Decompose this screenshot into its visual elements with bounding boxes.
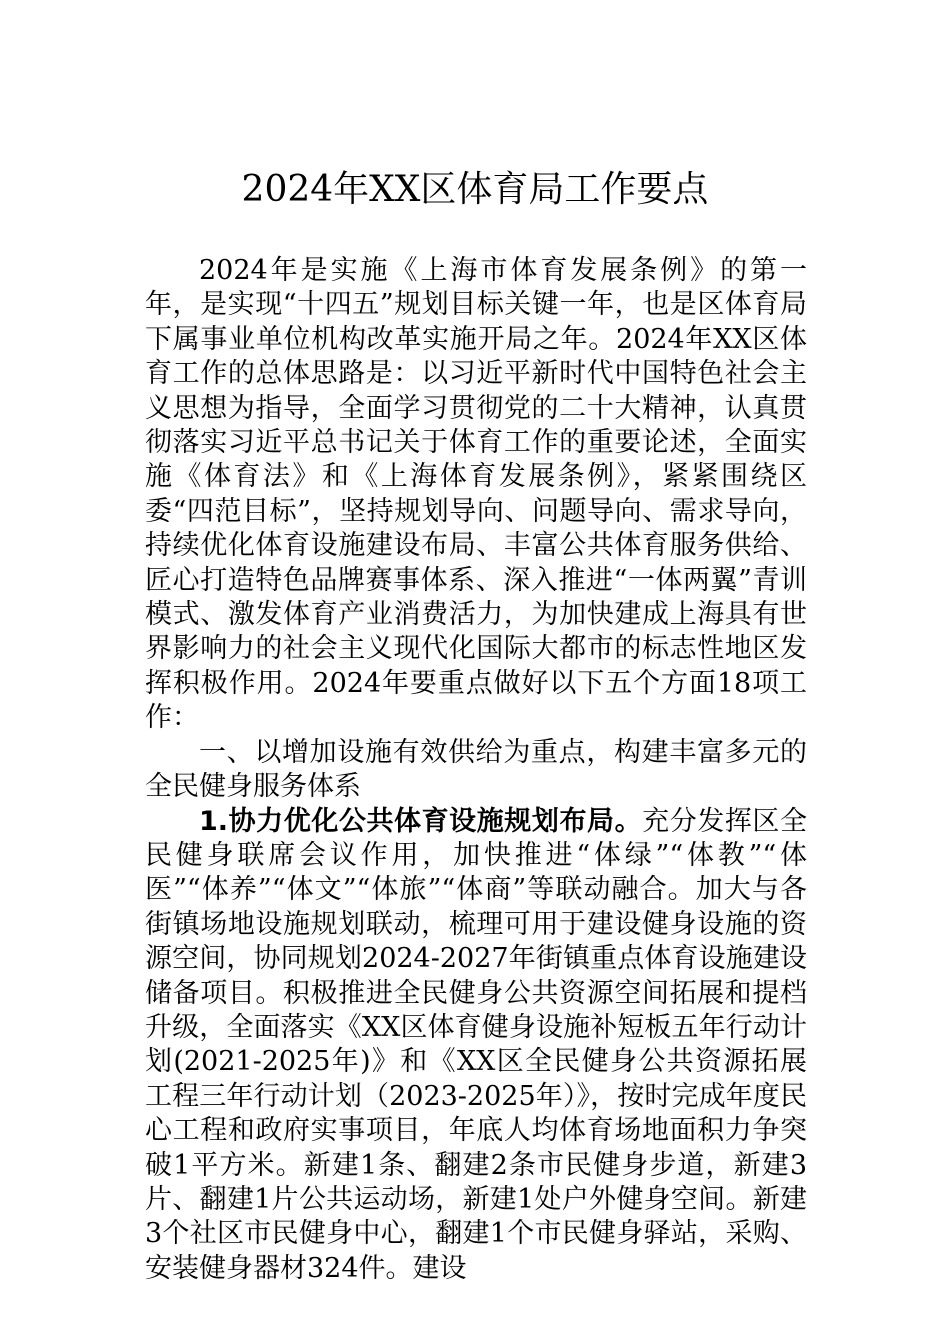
section-one-heading: 一、以增加设施有效供给为重点，构建丰富多元的全民健身服务体系 <box>145 736 807 803</box>
document-title: 2024年XX区体育局工作要点 <box>241 169 709 210</box>
item-one-body: 充分发挥区全民健身联席会议作用，加快推进“体绿”“体教”“体医”“体养”“体文”“体旅”“体商”等联动融合。加大与各街镇场地设施规划联动，梳理可用于建设健身设施的资源空间，协同规划2024-2027年街镇重点体育设施建设储备项目。积极推进全民健身公共资源空间拓展和提档升级，全面落实《XX区体育健身设施补短板五年行动计划(2021-2025年)》和《XX区全民健身公共资源拓展工程三年行动计划（2023-2025年）》，按时完成年度民心工程和政府实事项目，年底人均体育场地面积力争突破1平方米。新建1条、翻建2条市民健身步道，新建3片、翻建1片公共运动场，新建1处户外健身空间。新建3个社区市民健身中心，翻建1个市民健身驿站，采购、安装健身器材324件。建设 <box>145 805 808 1284</box>
document-body <box>145 254 807 1286</box>
item-one-heading: 1.协力优化公共体育设施规划布局。 <box>199 805 643 837</box>
item-one-paragraph <box>145 805 807 1287</box>
intro-paragraph: 2024年是实施《上海市体育发展条例》的第一年，是实现“十四五”规划目标关键一年，也是区体育局下属事业单位机构改革实施开局之年。2024年XX区体育工作的总体思路是：以习近平新时代中国特色社会主义思想为指导，全面学习贯彻党的二十大精神，认真贯彻落实习近平总书记关于体育工作的重要论述，全面实施《体育法》和《上海体育发展条例》，紧紧围绕区委“四范目标”，坚持规划导向、问题导向、需求导向，持续优化体育设施建设布局、丰富公共体育服务供给、匠心打造特色品牌赛事体系、深入推进“一体两翼”青训模式、激发体育产业消费活力，为加快建成上海具有世界影响力的社会主义现代化国际大都市的标志性地区发挥积极作用。2024年要重点做好以下五个方面18项工作： <box>145 255 807 734</box>
